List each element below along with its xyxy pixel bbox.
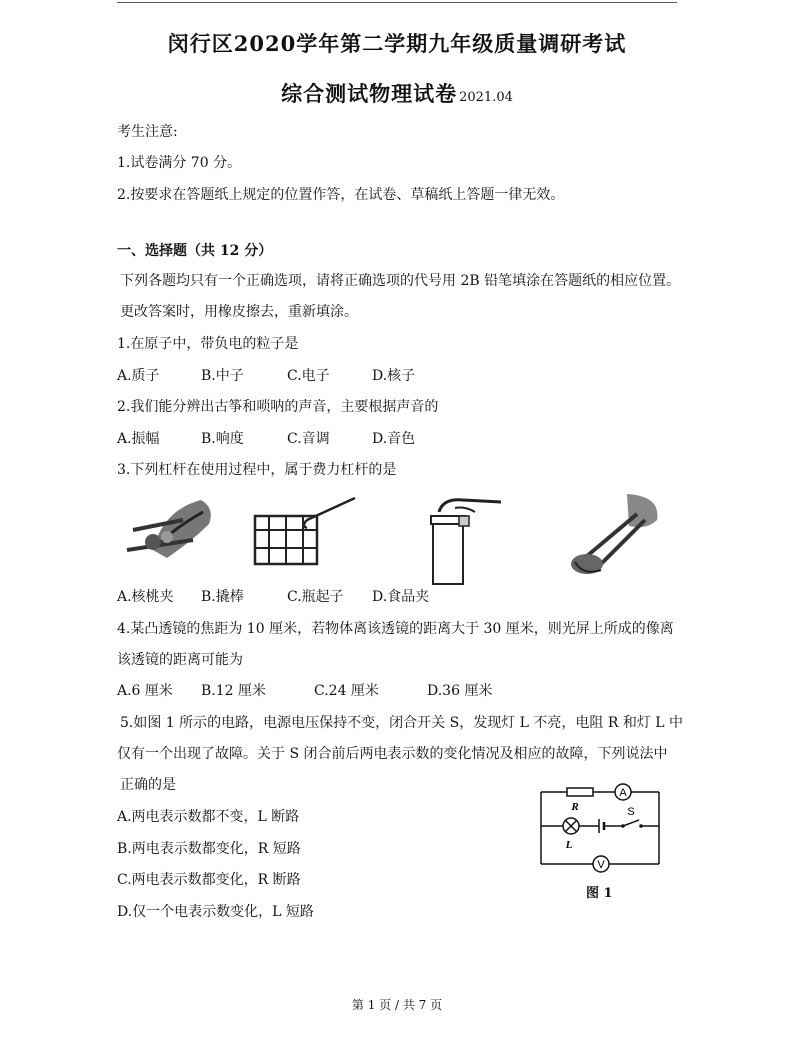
option: A.两电表示数都不变，L 断路 <box>117 809 300 825</box>
question-stem: 5.如图 1 所示的电路，电源电压保持不变，闭合开关 S，发现灯 L 不亮，电阻 R 和灯 L 中 <box>120 715 684 731</box>
option: A.核桃夹 <box>117 589 174 605</box>
option: A.振幅 <box>117 431 160 447</box>
figure-caption: 图 1 <box>586 886 613 901</box>
question-stem: 1.在原子中，带负电的粒子是 <box>117 336 299 352</box>
option: B.响度 <box>201 431 244 447</box>
crowbar-picture <box>245 490 360 570</box>
page-title: 闵行区2020学年第二学期九年级质量调研考试 <box>167 31 627 56</box>
resistor-label: R <box>571 801 579 813</box>
option: C.音调 <box>287 431 330 447</box>
voltmeter-label: V <box>597 859 605 871</box>
question-stem: 仅有一个出现了故障。关于 S 闭合前后两电表示数的变化情况及相应的故障，下列说法中 <box>117 746 668 762</box>
food-tongs-picture <box>557 490 667 580</box>
option: D.核子 <box>372 368 416 384</box>
switch-label: S <box>627 806 635 818</box>
nutcracker-picture <box>123 490 223 570</box>
bottle-opener-picture <box>419 490 509 585</box>
subtitle-text: 综合测试物理试卷 <box>281 81 458 106</box>
notice-item: 1.试卷满分 70 分。 <box>117 155 242 171</box>
option: D.食品夹 <box>372 589 430 605</box>
option: A.6 厘米 <box>117 683 173 699</box>
notice-heading: 考生注意: <box>117 124 178 140</box>
page-subtitle <box>0 78 794 108</box>
page-footer: 第 1 页 / 共 7 页 <box>351 998 443 1012</box>
question-stem: 该透镜的距离可能为 <box>117 652 243 668</box>
option: A.质子 <box>117 368 160 384</box>
option: D.仅一个电表示数变化，L 短路 <box>117 904 314 920</box>
section-instruction: 下列各题均只有一个正确选项，请将正确选项的代号用 2B 铅笔填涂在答题纸的相应位置。 <box>120 273 681 289</box>
ammeter-label: A <box>619 787 627 799</box>
lever-pictures <box>117 490 677 580</box>
option: B.12 厘米 <box>201 683 267 699</box>
circuit-diagram <box>535 782 665 874</box>
lamp-label: L <box>565 839 573 851</box>
option: B.两电表示数都变化，R 短路 <box>117 841 301 857</box>
section-instruction: 更改答案时，用橡皮擦去，重新填涂。 <box>120 304 358 320</box>
option: D.36 厘米 <box>427 683 493 699</box>
section-heading: 一、选择题（共 12 分） <box>117 243 273 259</box>
notice-item: 2.按要求在答题纸上规定的位置作答，在试卷、草稿纸上答题一律无效。 <box>117 187 565 203</box>
option: D.音色 <box>372 431 416 447</box>
option: C.24 厘米 <box>314 683 379 699</box>
option: B.撬棒 <box>201 589 244 605</box>
option: B.中子 <box>201 368 244 384</box>
question-stem: 3.下列杠杆在使用过程中，属于费力杠杆的是 <box>117 462 397 478</box>
option: C.两电表示数都变化，R 断路 <box>117 872 301 888</box>
question-stem: 2.我们能分辨出古筝和唢呐的声音，主要根据声音的 <box>117 399 439 415</box>
question-stem: 正确的是 <box>120 777 176 793</box>
exam-date: 2021.04 <box>459 90 513 105</box>
option: C.瓶起子 <box>287 589 344 605</box>
option: C.电子 <box>287 368 330 384</box>
top-rule <box>117 2 677 3</box>
question-stem: 4.某凸透镜的焦距为 10 厘米，若物体离该透镜的距离大于 30 厘米，则光屏上所成的像离 <box>117 621 674 637</box>
